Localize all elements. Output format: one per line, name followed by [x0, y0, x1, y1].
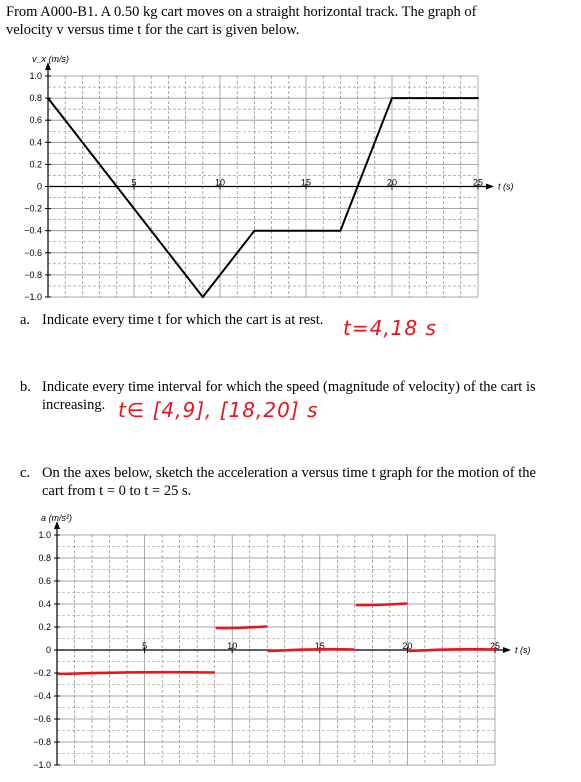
- y-axis-label: v_x (m/s): [32, 54, 69, 64]
- y-tick-label: −0.2: [33, 668, 51, 678]
- y-tick-label: −0.8: [33, 737, 51, 747]
- y-tick-label: 0.6: [38, 576, 51, 586]
- y-tick-label: 1.0: [29, 71, 42, 81]
- y-tick-label: 0.4: [29, 137, 42, 148]
- acceleration-time-graph: [0, 500, 581, 780]
- y-tick-label: −0.4: [33, 691, 51, 701]
- acceleration-sketch-segment: [409, 649, 494, 651]
- y-tick-label: −0.4: [24, 225, 42, 236]
- velocity-time-graph: [0, 40, 581, 350]
- x-axis-label: t (s): [498, 181, 514, 192]
- velocity-vertex-point: [254, 230, 256, 232]
- acceleration-sketch-segment: [59, 672, 214, 674]
- question-c-line-2: cart from t = 0 to t = 25 s.: [42, 483, 192, 499]
- y-axis-label: a (m/s²): [41, 513, 72, 523]
- x-tick-label: 10: [227, 641, 238, 651]
- x-tick-label: 20: [386, 177, 398, 188]
- x-tick-label: 5: [142, 641, 148, 651]
- y-tick-label: 0.2: [38, 622, 51, 632]
- y-tick-label: 1.0: [38, 530, 51, 540]
- answer-b-handwritten: t∈ [4,9], [18,20] s: [118, 398, 319, 422]
- velocity-vertex-point: [340, 230, 342, 232]
- acceleration-sketch-segment: [217, 627, 267, 629]
- y-tick-label: −1.0: [24, 292, 42, 302]
- x-tick-label: 5: [131, 177, 137, 188]
- acceleration-sketch-segment: [357, 604, 407, 606]
- y-tick-label: −0.6: [33, 714, 51, 724]
- answer-a-handwritten: t=4,18 s: [343, 316, 437, 340]
- question-c-letter: c.: [20, 465, 31, 481]
- y-tick-label: 0: [36, 181, 42, 192]
- question-b-line-1: Indicate every time interval for which the speed (magnitude of velocity) of the cart is: [42, 379, 536, 395]
- x-tick-label: 25: [489, 641, 501, 651]
- velocity-vertex-point: [202, 296, 204, 298]
- y-tick-label: −0.2: [24, 203, 42, 214]
- intro-line-1: From A000-B1. A 0.50 kg cart moves on a straight horizontal track. The graph of: [6, 4, 477, 20]
- acceleration-sketch-segment: [269, 649, 354, 651]
- x-tick-label: 20: [402, 641, 413, 651]
- velocity-vertex-point: [477, 97, 479, 99]
- x-tick-label: 10: [214, 177, 226, 188]
- x-axis-label: t (s): [515, 645, 531, 655]
- y-tick-label: 0.8: [38, 553, 51, 563]
- y-tick-label: −0.8: [24, 269, 42, 280]
- y-tick-label: −1.0: [33, 760, 51, 770]
- x-axis-arrow: [503, 647, 511, 653]
- x-axis-arrow: [486, 184, 494, 190]
- velocity-vertex-point: [47, 97, 49, 99]
- y-tick-label: 0: [45, 645, 51, 655]
- y-tick-label: 0.6: [29, 115, 42, 126]
- y-tick-label: 0.4: [38, 599, 51, 609]
- question-a-text: Indicate every time t for which the cart is at rest.: [42, 312, 324, 328]
- velocity-vertex-point: [391, 97, 393, 99]
- question-b-letter: b.: [20, 379, 31, 395]
- x-tick-label: 15: [300, 177, 312, 188]
- question-c-line-1: On the axes below, sketch the acceleration a versus time t graph for the motion of the: [42, 465, 536, 481]
- problem-intro: [6, 3, 571, 39]
- intro-line-2: velocity v versus time t for the cart is given below.: [6, 22, 300, 38]
- question-b-line-2: increasing.: [42, 397, 106, 413]
- x-tick-label: 25: [472, 177, 484, 188]
- y-tick-label: 0.2: [29, 159, 42, 170]
- y-tick-label: 0.8: [29, 93, 42, 104]
- x-tick-label: 15: [314, 641, 325, 651]
- question-a-letter: a.: [20, 312, 31, 328]
- y-tick-label: −0.6: [24, 247, 42, 258]
